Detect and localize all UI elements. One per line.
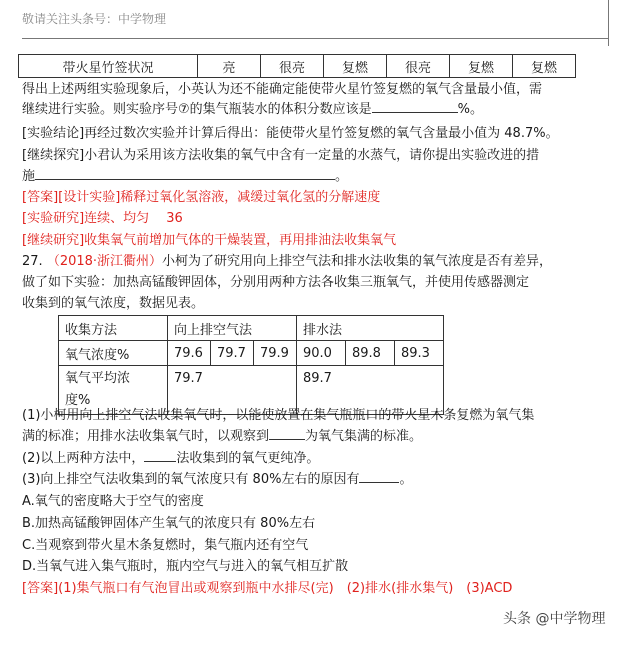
table-cell: 89.8 <box>346 341 395 366</box>
table-cell: 复燃 <box>324 55 387 78</box>
table-cell: 向上排空气法 <box>168 316 297 341</box>
option-d: D.当氧气进入集气瓶时，瓶内空气与进入的氧气相互扩散 <box>22 559 349 574</box>
watermark: 头条 @中学物理 <box>503 611 606 627</box>
table-cell: 复燃 <box>450 55 513 78</box>
table-cell: 亮 <box>198 55 261 78</box>
answer-line: [继续研究]收集氧气前增加气体的干燥装置，再用排油法收集氧气 <box>22 233 397 248</box>
option-c: C.当观察到带火星木条复燃时，集气瓶内还有空气 <box>22 538 309 553</box>
text-line <box>22 449 319 469</box>
text-line <box>22 427 422 447</box>
text-line <box>22 167 348 187</box>
header-divider <box>22 38 608 39</box>
text-span: (2)以上两种方法中， <box>22 451 145 466</box>
table-cell: 氧气浓度% <box>59 341 168 366</box>
question-source: （2018·浙江衢州） <box>46 254 163 269</box>
option-b: B.加热高锰酸钾固体产生氧气的浓度只有 80%左右 <box>22 516 316 531</box>
text-line: [实验结论]再经过数次实验并计算后得出：能使带火星竹签复燃的氧气含量最小值为 48.7%。 <box>22 126 559 141</box>
text-span: 满的标准；用排水法收集氧气时，以观察到 <box>22 429 270 444</box>
text-line: 收集到的氧气浓度，数据见表。 <box>22 296 205 311</box>
text-line: 做了如下实验：加热高锰酸钾固体，分别用两种方法各收集三瓶氧气，并使用传感器测定 <box>22 275 530 290</box>
text-span: 施 <box>22 169 36 184</box>
text-span: 法收集到的氧气更纯净。 <box>176 451 320 466</box>
answer-line: [答案][设计实验]稀释过氧化氢溶液，减缓过氧化氢的分解速度 <box>22 190 381 205</box>
final-answer: [答案](1)集气瓶口有气泡冒出或观察到瓶中水排尽(完) (2)排水(排水集气) (3)ACD <box>22 581 513 596</box>
option-a: A.氧气的密度略大于空气的密度 <box>22 494 204 509</box>
table-cell: 79.7 <box>211 341 254 366</box>
text-line: 得出上述两组实验现象后，小英认为还不能确定能使带火星竹签复燃的氧气含量最小值，需 <box>22 82 543 97</box>
table-row <box>19 55 576 78</box>
table-row <box>59 316 444 341</box>
text-line: [继续探究]小君认为采用该方法收集的氧气中含有一定量的水蒸气，请你提出实验改进的措 <box>22 148 540 163</box>
answer-blank <box>144 449 176 462</box>
table-cell: 收集方法 <box>59 316 168 341</box>
table-row <box>59 341 444 366</box>
table-cell: 带火星竹签状况 <box>19 55 198 78</box>
cell-text: 氧气平均浓 <box>65 371 131 386</box>
table-cell: 复燃 <box>513 55 576 78</box>
page-header <box>0 0 640 40</box>
answer-line: [实验研究]连续、均匀 36 <box>22 211 183 226</box>
oxygen-concentration-table <box>58 315 444 415</box>
text-span: 小柯为了研究用向上排空气法和排水法收集的氧气浓度是否有差异， <box>162 254 553 269</box>
question-number: 27. <box>22 254 47 269</box>
text-span: %。 <box>457 102 484 117</box>
bamboo-status-table <box>18 54 576 78</box>
table-cell: 90.0 <box>297 341 346 366</box>
text-span: (3)向上排空气法收集到的氧气浓度只有 80%左右的原因有 <box>22 472 360 487</box>
text-line: (1)小柯用向上排空气法收集氧气时，以能使放置在集气瓶瓶口的带火星木条复燃为氧气集 <box>22 408 535 423</box>
answer-blank <box>35 167 335 180</box>
answer-blank <box>372 100 458 113</box>
table-cell: 89.7 <box>297 366 444 415</box>
answer-blank <box>269 427 305 440</box>
question-27 <box>22 252 552 272</box>
text-line <box>22 470 412 490</box>
text-span: 继续进行实验。则实验序号⑦的集气瓶装水的体积分数应该是 <box>22 102 372 117</box>
table-cell: 79.6 <box>168 341 211 366</box>
header-text: 敬请关注头条号：中学物理 <box>22 12 167 26</box>
table-cell: 很亮 <box>261 55 324 78</box>
table-cell: 79.7 <box>168 366 297 415</box>
answer-blank <box>359 470 399 483</box>
text-span: 。 <box>399 472 413 487</box>
text-span: 。 <box>335 169 349 184</box>
table-cell: 很亮 <box>387 55 450 78</box>
text-span: 为氧气集满的标准。 <box>305 429 423 444</box>
table-cell: 79.9 <box>254 341 297 366</box>
header-vertical-divider <box>608 0 609 46</box>
table-cell: 排水法 <box>297 316 444 341</box>
text-line <box>22 100 483 120</box>
table-cell: 89.3 <box>395 341 444 366</box>
cell-text: 度% <box>65 393 91 408</box>
